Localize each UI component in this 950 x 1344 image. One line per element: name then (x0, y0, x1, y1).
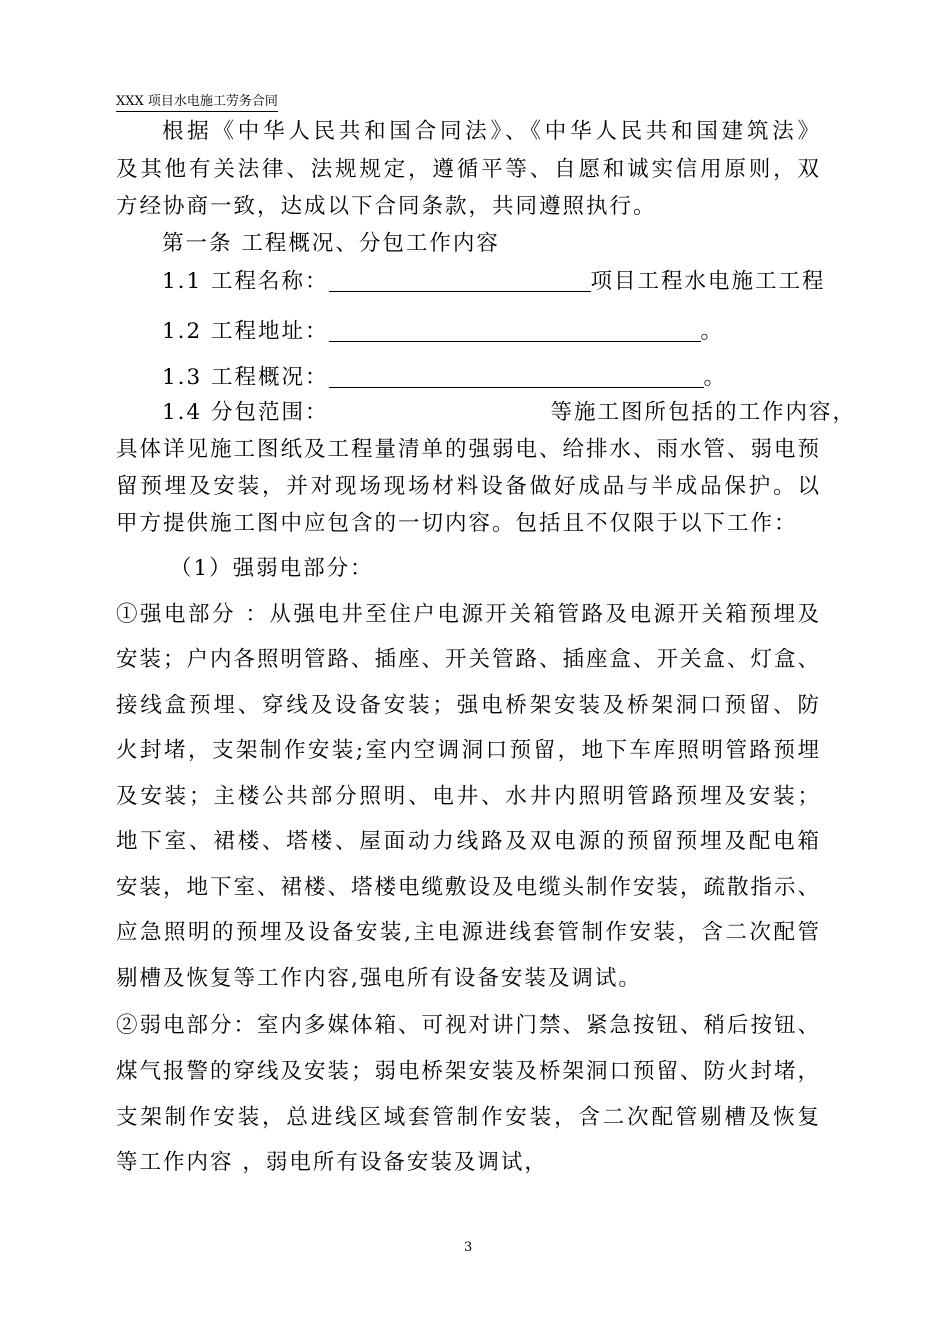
document-header: XXX 项目水电施工劳务合同 (116, 94, 278, 112)
item-1-1-blank (329, 269, 591, 292)
strong-line-2: 安装；户内各照明管路、插座、开关管路、插座盒、开关盒、灯盒、 (116, 647, 822, 672)
strong-line-5: 及安装；主楼公共部分照明、电井、水井内照明管路预埋及安装； (116, 784, 821, 809)
item-1-2-blank (329, 319, 701, 342)
item-1-1-label: 1.1 工程名称： (162, 269, 329, 294)
item-1-2 (162, 318, 724, 346)
intro-line-1: 根据《中华人民共和国合同法》、《中华人民共和国建筑法》 (162, 119, 821, 144)
strong-line-1: ①强电部分 ：从强电井至住户电源开关箱管路及电源开关箱预埋及 (116, 602, 821, 627)
item-1-3-blank (329, 365, 704, 388)
item-1-2-suffix: 。 (700, 319, 725, 344)
strong-line-6: 地下室、裙楼、塔楼、屋面动力线路及双电源的预留预埋及配电箱 (116, 829, 821, 854)
item-1-2-label: 1.2 工程地址： (162, 319, 329, 344)
weak-line-2: 煤气报警的穿线及安装；弱电桥架安装及桥架洞口预留、防火封堵， (116, 1059, 822, 1084)
section-1-title: （1）强弱电部分： (170, 556, 374, 581)
item-1-3-label: 1.3 工程概况： (162, 365, 329, 390)
article-1-title: 第一条 工程概况、分包工作内容 (162, 231, 500, 256)
strong-line-7: 安装，地下室、裙楼、塔楼电缆敷设及电缆头制作安装，疏散指示、 (116, 875, 822, 900)
item-1-4-suffix: 等施工图所包括的工作内容， (550, 400, 857, 425)
item-1-3 (162, 364, 727, 392)
intro-line-3: 方经协商一致，达成以下合同条款，共同遵照执行。 (116, 194, 657, 219)
weak-line-3: 支架制作安装，总进线区域套管制作安装，含二次配管剔槽及恢复 (116, 1105, 821, 1130)
weak-line-1: ②弱电部分：室内多媒体箱、可视对讲门禁、紧急按钮、稍后按钮、 (116, 1013, 822, 1038)
item-1-1 (162, 268, 826, 296)
scope-line-1: 具体详见施工图纸及工程量清单的强弱电、给排水、雨水管、弱电预 (116, 437, 822, 462)
page-number: 3 (464, 1240, 473, 1255)
strong-line-4: 火封堵，支架制作安装;室内空调洞口预留，地下车库照明管路预埋 (116, 738, 821, 763)
strong-line-8: 应急照明的预埋及设备安装,主电源进线套管制作安装，含二次配管 (116, 920, 821, 945)
strong-line-3: 接线盒预埋、穿线及设备安装；强电桥架安装及桥架洞口预留、防 (116, 693, 821, 718)
item-1-4-label: 1.4 分包范围： (162, 400, 329, 425)
strong-line-9: 剔槽及恢复等工作内容,强电所有设备安装及调试。 (116, 966, 642, 991)
item-1-1-suffix: 项目工程水电施工工程 (590, 269, 826, 294)
intro-line-2: 及其他有关法律、法规规定，遵循平等、自愿和诚实信用原则，双 (116, 157, 821, 182)
scope-line-3: 甲方提供施工图中应包含的一切内容。包括且不仅限于以下工作： (116, 511, 798, 536)
weak-line-4: 等工作内容 ，弱电所有设备安装及调试， (116, 1150, 548, 1175)
item-1-4 (162, 399, 856, 427)
item-1-3-suffix: 。 (703, 365, 728, 390)
scope-line-2: 留预埋及安装，并对现场现场材料设备做好成品与半成品保护。以 (116, 474, 821, 499)
